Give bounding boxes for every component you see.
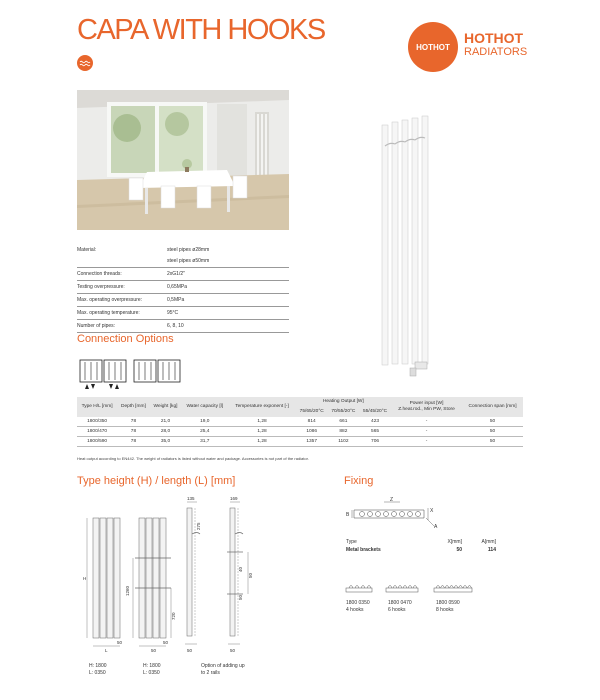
caption-type-c: Option of adding up to 2 rails [201,663,245,676]
spec-label: Connection threads: [77,268,167,281]
spec-label: Max. operating temperature: [77,307,167,320]
spec-label: Material: [77,244,167,268]
col-header-span: Connection span [mm] [468,403,517,409]
specification-table [77,244,289,333]
spec-value: 0,5MPa [167,294,289,307]
col-header-type: Type H/L [mm] [81,403,113,409]
col-header-weight: Weight [kg] [153,403,178,409]
col-header-temp-exp: Temperature exponent [-] [235,403,289,409]
dim-135: 135 [187,496,195,501]
caption-type-b: H: 1800 L: 0350 [143,663,161,676]
col-header-t1: 75/65/20°C [299,408,324,414]
col-header-water: Water capacity [l] [186,403,224,409]
hook-option-8: 1800 0590 8 hooks [436,600,460,613]
dim-50a: 50 [117,640,123,645]
radiator-illustration [370,110,450,385]
spec-row-temperature [77,307,289,320]
hook-option-4: 1800 0350 4 hooks [346,600,370,613]
brand-name: HOTHOT [464,30,524,46]
dim-50b: 50 [163,640,169,645]
fix-dim-z: Z [390,497,394,503]
spec-value: 2xG1/2" [167,268,289,281]
col-header-t2: 70/55/20°C [331,408,356,414]
bracket-table [346,538,496,554]
col-header-heating-output: Heating Output [W] [322,399,364,404]
bracket-diagram [344,494,444,539]
dim-50f: 50 [230,648,236,653]
connection-options-heading: Connection Options [77,333,174,345]
type-height-heading: Type height (H) / length (L) [mm] [77,475,236,487]
dim-50c: 50 [151,648,157,653]
spec-label: Testing overpressure: [77,281,167,294]
page-title: CAPA WITH HOOKS [77,14,325,46]
heating-output-table [77,397,523,447]
table-row: 1800/470 78 28,0 25,4 1,28 1086 882 565 - 50 [77,426,523,436]
dim-275: 275 [196,522,201,530]
dim-1260: 1260 [125,585,130,596]
spec-row-testing [77,281,289,294]
dim-50g: 50 [248,572,253,578]
fix-dim-x: X [430,508,434,514]
spec-row-pipes [77,320,289,333]
fix-col-a: A[mm] [481,539,496,545]
dim-h: H [83,576,87,581]
col-header-power: Power input [W] Z.heat.rod., Min PW, Store [398,401,455,412]
spec-row-threads [77,268,289,281]
fix-dim-a: A [434,524,438,530]
hook-option-6: 1800 0470 6 hooks [388,600,412,613]
dim-l: L [105,648,108,653]
fixing-heading: Fixing [344,475,374,487]
interior-photo [77,90,289,230]
spec-value: 6, 8, 10 [167,320,289,333]
water-wave-icon [77,55,93,71]
spec-label: Number of pipes: [77,320,167,333]
fix-col-type: Type [346,539,357,545]
spec-value: 0,65MPa [167,281,289,294]
dim-40: 40 [238,566,243,572]
table-row: 1800/350 78 21,0 19,0 1,28 814 661 423 - 50 [77,417,523,427]
caption-type-a: H: 1800 L: 0350 [89,663,107,676]
spec-value: steel pipes ø50mm [167,258,210,264]
spec-value: 95°C [167,307,289,320]
spec-row-material [77,244,289,268]
table-footnote: Heat output according to EN442. The weight of radiators is listed without water and package. Accessories is not part of the radiator. [77,456,309,461]
table-row: 1800/590 78 35,0 31,7 1,28 1357 1102 706 - 50 [77,436,523,446]
brand-subtitle: RADIATORS [464,46,528,58]
dim-169: 169 [230,496,238,501]
table-row: Metal brackets 50 114 [346,547,496,553]
dim-720: 720 [171,612,176,620]
fix-col-x: X[mm] [447,539,462,545]
col-header-t3: 55/45/20°C [363,408,388,414]
spec-value: steel pipes ø28mm [167,247,210,253]
dim-50e: 50 [187,648,193,653]
dim-50d: 50 [238,594,243,600]
spec-label: Max. operating overpressure: [77,294,167,307]
type-dimension-drawings [77,494,267,664]
spec-row-overpressure [77,294,289,307]
col-header-depth: Depth [mm] [121,403,146,409]
brand-logo: HOTHOT [408,22,458,72]
fix-dim-b: B [346,512,350,518]
connection-option-icons [79,358,189,395]
